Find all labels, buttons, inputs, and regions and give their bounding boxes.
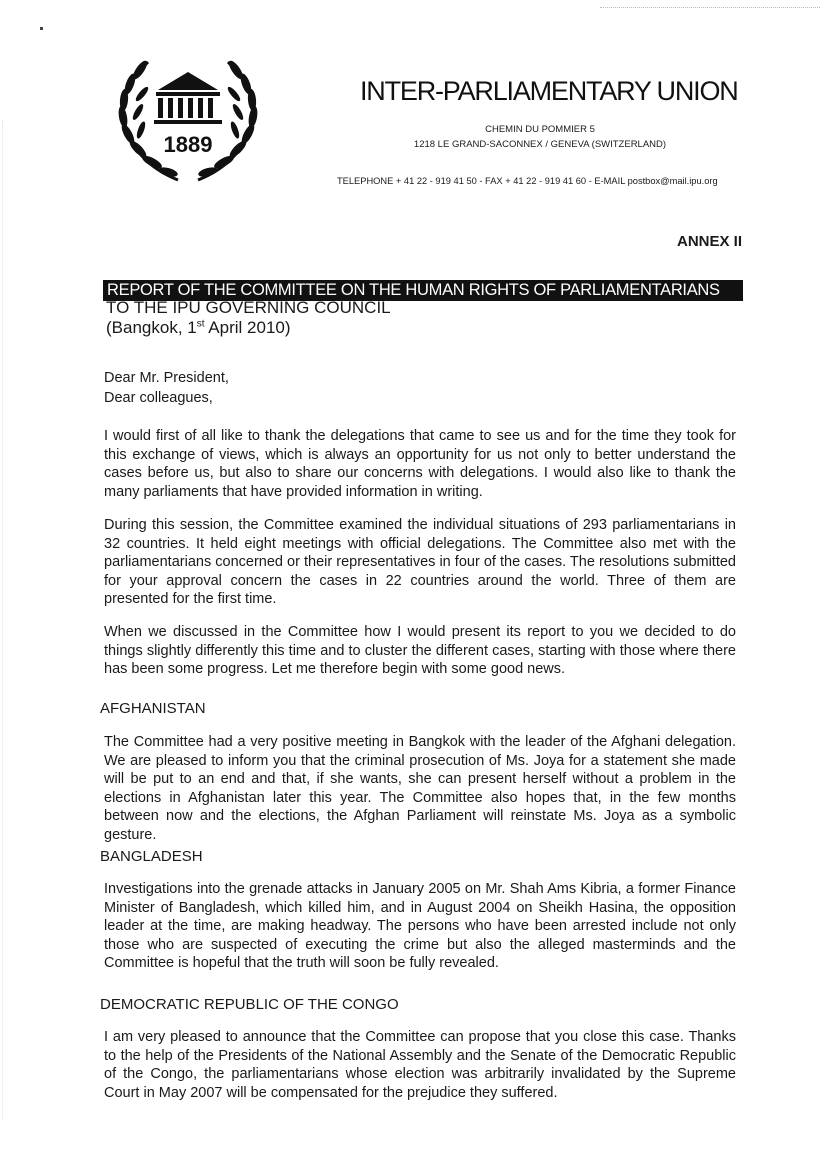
- section-heading-afghanistan: AFGHANISTAN: [100, 700, 206, 717]
- address-line-1: CHEMIN DU POMMIER 5: [485, 124, 595, 135]
- annex-label: ANNEX II: [676, 233, 742, 250]
- place-prefix: (Bangkok, 1: [106, 318, 197, 337]
- logo-year: 1889: [163, 132, 213, 157]
- section-text-drc: I am very pleased to announce that the Committee can propose that you close this case. Thanks to the help of the Presidents of the National Assembly and the Senate of the Democratic Republic of the Congo, the parliamentarians whose election was arbitrarily invalidated by the Supreme Court in May 2007 will be compensated for the prejudice they suffered.: [104, 1029, 736, 1101]
- section-heading-drc: DEMOCRATIC REPUBLIC OF THE CONGO: [100, 996, 399, 1013]
- place-suffix: April 2010): [204, 318, 291, 337]
- address-line-2: 1218 LE GRAND-SACONNEX / GENEVA (SWITZERLAND): [413, 139, 667, 150]
- report-place-date: [106, 318, 291, 338]
- salutation-line-1: Dear Mr. President,: [104, 370, 229, 386]
- report-title-banner-text: REPORT OF THE COMMITTEE ON THE HUMAN RIGHTS OF PARLIAMENTARIANS: [107, 281, 720, 299]
- paragraph-session: During this session, the Committee examined the individual situations of 293 parliamentarians in 32 countries. It held eight meetings with official delegations. The Committee also met with the parliamentarians concerned or their representatives in four of the cases. The resolutions submitted for your approval concern the cases in 22 countries around the world. Three of them are presented for the first time.: [104, 517, 736, 607]
- section-text-bangladesh: Investigations into the grenade attacks in January 2005 on Mr. Shah Ams Kibria, a former Finance Minister of Bangladesh, which killed him, and in August 2004 on Sheikh Hasina, the opposition leader at the time, are making headway. The persons who have been arrested include not only those who are suspected of executing the crime but also the alleged masterminds and the Committee is hopeful that the truth will soon be fully revealed.: [104, 881, 736, 971]
- report-title-line2: TO THE IPU GOVERNING COUNCIL: [106, 298, 391, 317]
- organization-name: INTER-PARLIAMENTARY UNION: [360, 76, 738, 106]
- scan-artifact-edge: [2, 120, 4, 1120]
- scan-artifact-dot: [40, 27, 43, 30]
- ipu-logo-icon: [108, 50, 268, 190]
- contact-line: TELEPHONE + 41 22 - 919 41 50 - FAX + 41 22 - 919 41 60 - E-MAIL postbox@mail.ipu.org: [337, 176, 718, 186]
- paragraph-approach: When we discussed in the Committee how I would present its report to you we decided to do things slightly differently this time and to cluster the different cases, starting with those where there has been some progress. Let me therefore begin with some good news.: [104, 624, 736, 677]
- scan-artifact-line: [600, 7, 820, 8]
- section-heading-bangladesh: BANGLADESH: [100, 848, 203, 865]
- paragraph-thanks: I would first of all like to thank the delegations that came to see us and for the time they took for this exchange of views, which is always an opportunity for us not only to better understand the cases before us, but also to share our concerns with delegations. I would also like to thank the many parliaments that have provided information in writing.: [104, 428, 736, 500]
- section-text-afghanistan: The Committee had a very positive meeting in Bangkok with the leader of the Afghani delegation. We are pleased to inform you that the criminal prosecution of Ms. Joya for a statement she made will be put to an end and that, if she wants, she can present herself without a problem in the elections in Afghanistan later this year. The Committee also hopes that, in the few months between now and the elections, the Afghan Parliament will reinstate Ms. Joya as a symbolic gesture.: [104, 734, 736, 843]
- salutation: [104, 368, 229, 408]
- salutation-line-2: Dear colleagues,: [104, 390, 213, 406]
- place-superscript: st: [196, 318, 205, 330]
